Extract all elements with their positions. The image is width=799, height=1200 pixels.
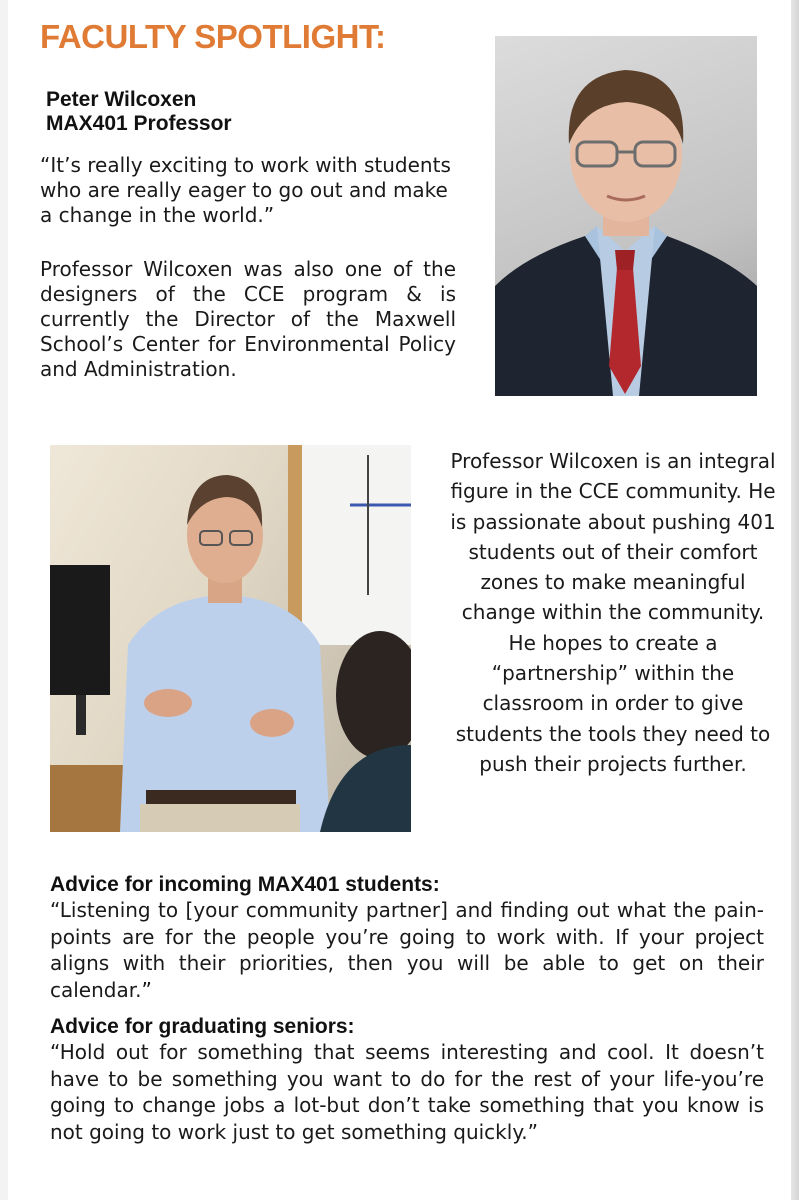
advice-incoming-heading: Advice for incoming MAX401 students:	[50, 873, 440, 896]
page-edge	[791, 0, 799, 1200]
page-title: FACULTY SPOTLIGHT:	[40, 18, 386, 55]
professor-name: Peter Wilcoxen	[46, 88, 197, 111]
advice-graduating-text: “Hold out for something that seems interesting and cool. It doesn’t have to be something you want to do for the rest of your life-you’re going to change jobs a lot-but don’t take something that you know is not going to work just to get something quickly.”	[50, 1040, 764, 1144]
advice-graduating-heading: Advice for graduating seniors:	[50, 1015, 355, 1038]
intro-bio: Professor Wilcoxen was also one of the designers of the CCE program & is currently the Director of the Maxwell School’s Center for Environmental Policy and Administration.	[40, 257, 456, 381]
flyer-page	[8, 0, 791, 1200]
middle-bio: Professor Wilcoxen is an integral figure in the CCE community. He is passionate about pushing 401 students out of their comfort zones to make meaningful change within the community. He hopes to create a “partnership” within the classroom in order to give students the tools they need to push their projects further.	[450, 449, 776, 776]
classroom-photo	[50, 445, 411, 832]
professor-role: MAX401 Professor	[46, 112, 232, 135]
intro-quote: “It’s really exciting to work with students who are really eager to go out and make a change in the world.”	[40, 153, 451, 227]
advice-incoming-text: “Listening to [your community partner] and finding out what the pain-points are for the people you’re going to work with. If your project aligns with their priorities, then you will be able to get on their calendar.”	[50, 898, 764, 1002]
portrait-photo	[495, 36, 757, 396]
